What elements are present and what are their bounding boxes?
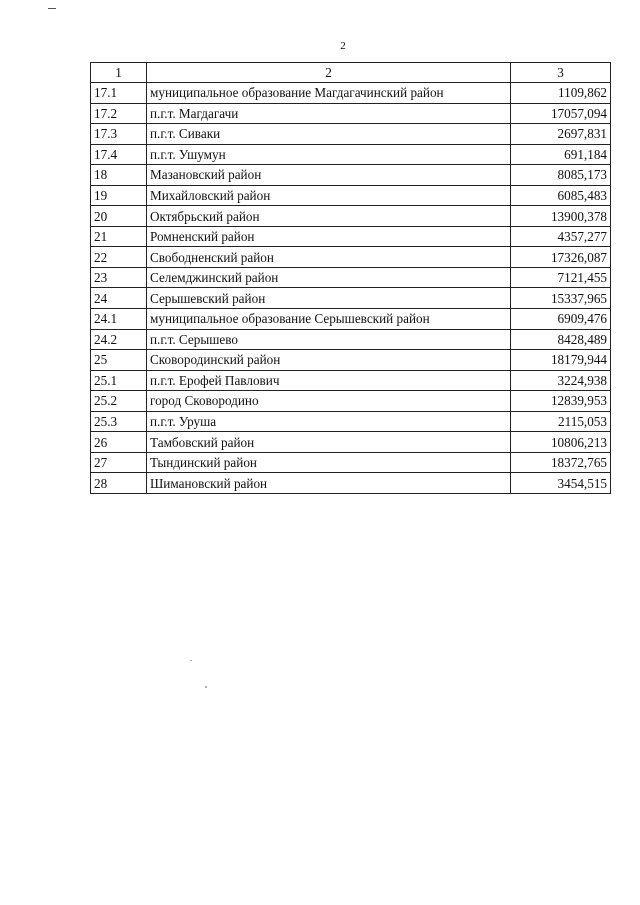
row-number: 22 (91, 247, 147, 268)
row-value: 8085,173 (511, 165, 611, 186)
table-row (91, 103, 611, 124)
table-row (91, 452, 611, 473)
row-value: 7121,455 (511, 267, 611, 288)
row-name: Октябрьский район (147, 206, 511, 227)
table-body (91, 83, 611, 494)
row-name: п.г.т. Уруша (147, 411, 511, 432)
row-value: 12839,953 (511, 391, 611, 412)
row-number: 17.4 (91, 144, 147, 165)
row-value: 8428,489 (511, 329, 611, 350)
column-header-3: 3 (511, 63, 611, 83)
table-row (91, 411, 611, 432)
row-number: 21 (91, 226, 147, 247)
row-value: 1109,862 (511, 83, 611, 104)
row-number: 24.2 (91, 329, 147, 350)
row-value: 17326,087 (511, 247, 611, 268)
row-value: 15337,965 (511, 288, 611, 309)
table-row (91, 185, 611, 206)
row-value: 3224,938 (511, 370, 611, 391)
row-name: Тамбовский район (147, 432, 511, 453)
row-number: 18 (91, 165, 147, 186)
row-name: город Сковородино (147, 391, 511, 412)
row-name: Свободненский район (147, 247, 511, 268)
row-name: Сковородинский район (147, 350, 511, 371)
row-value: 17057,094 (511, 103, 611, 124)
page-number: 2 (340, 40, 346, 52)
table-row (91, 206, 611, 227)
row-number: 24.1 (91, 309, 147, 330)
row-name: п.г.т. Ерофей Павлович (147, 370, 511, 391)
row-number: 25.2 (91, 391, 147, 412)
table-row (91, 226, 611, 247)
table-row (91, 267, 611, 288)
row-number: 17.3 (91, 124, 147, 145)
table-row (91, 165, 611, 186)
table-row (91, 473, 611, 494)
row-value: 2697,831 (511, 124, 611, 145)
row-name: Серышевский район (147, 288, 511, 309)
header-row (91, 63, 611, 83)
row-name: Мазановский район (147, 165, 511, 186)
row-number: 24 (91, 288, 147, 309)
row-value: 10806,213 (511, 432, 611, 453)
row-name: Тындинский район (147, 452, 511, 473)
row-value: 13900,378 (511, 206, 611, 227)
table-row (91, 370, 611, 391)
row-number: 19 (91, 185, 147, 206)
row-value: 18372,765 (511, 452, 611, 473)
row-name: Михайловский район (147, 185, 511, 206)
table-row (91, 309, 611, 330)
row-name: п.г.т. Сиваки (147, 124, 511, 145)
row-value: 18179,944 (511, 350, 611, 371)
scan-blemish (205, 686, 207, 688)
data-table (90, 62, 611, 494)
scan-blemish (190, 660, 192, 661)
table-row (91, 83, 611, 104)
row-value: 4357,277 (511, 226, 611, 247)
table-row (91, 288, 611, 309)
row-name: Ромненский район (147, 226, 511, 247)
table-row (91, 144, 611, 165)
row-name: п.г.т. Ушумун (147, 144, 511, 165)
row-number: 26 (91, 432, 147, 453)
row-number: 23 (91, 267, 147, 288)
row-value: 3454,515 (511, 473, 611, 494)
row-number: 25.1 (91, 370, 147, 391)
row-name: Селемджинский район (147, 267, 511, 288)
row-name: муниципальное образование Серышевский район (147, 309, 511, 330)
row-number: 20 (91, 206, 147, 227)
row-number: 17.1 (91, 83, 147, 104)
row-number: 17.2 (91, 103, 147, 124)
table-row (91, 432, 611, 453)
column-header-2: 2 (147, 63, 511, 83)
table-row (91, 124, 611, 145)
column-header-1: 1 (91, 63, 147, 83)
row-value: 691,184 (511, 144, 611, 165)
row-number: 27 (91, 452, 147, 473)
table-row (91, 391, 611, 412)
row-name: п.г.т. Серышево (147, 329, 511, 350)
row-number: 25.3 (91, 411, 147, 432)
table-row (91, 329, 611, 350)
row-number: 25 (91, 350, 147, 371)
row-name: муниципальное образование Магдагачинский район (147, 83, 511, 104)
row-value: 6085,483 (511, 185, 611, 206)
row-value: 2115,053 (511, 411, 611, 432)
row-number: 28 (91, 473, 147, 494)
row-name: п.г.т. Магдагачи (147, 103, 511, 124)
scan-mark (48, 8, 56, 9)
row-value: 6909,476 (511, 309, 611, 330)
table-row (91, 350, 611, 371)
row-name: Шимановский район (147, 473, 511, 494)
table-row (91, 247, 611, 268)
